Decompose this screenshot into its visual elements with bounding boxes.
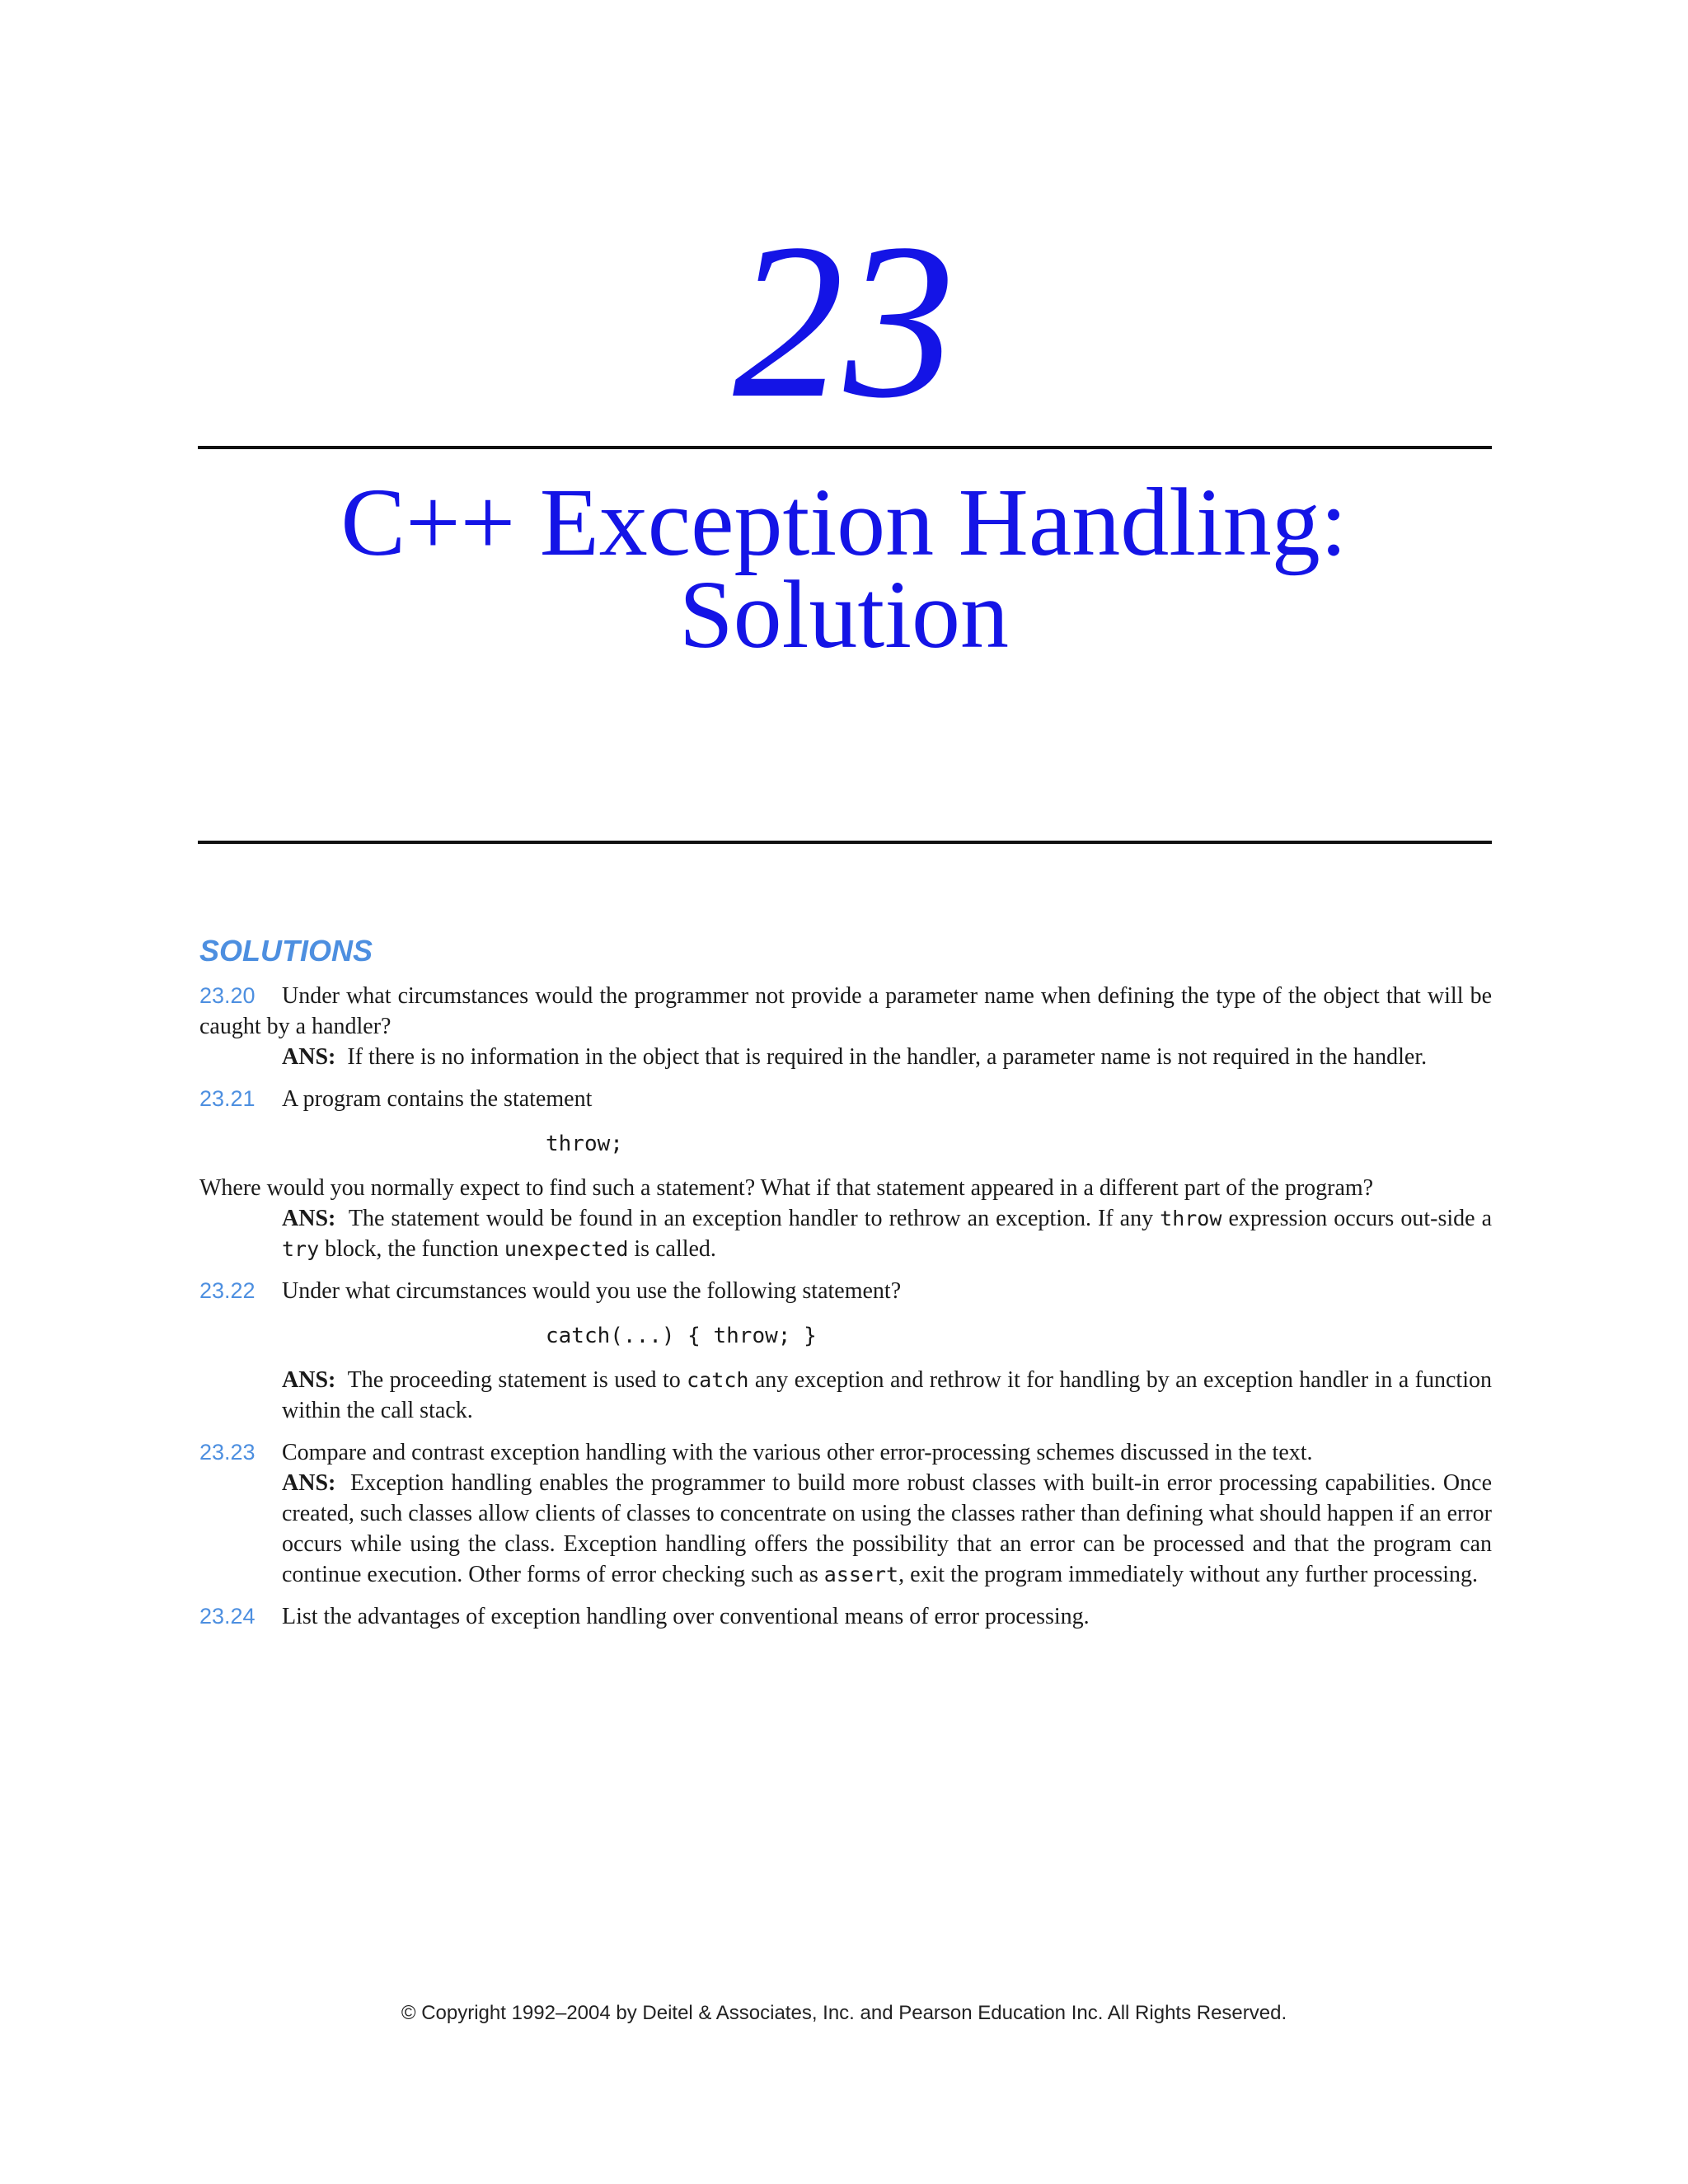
question-23-20	[199, 981, 1492, 1072]
ans-label: ANS:	[282, 1367, 336, 1393]
question-23-24	[199, 1601, 1492, 1632]
answer	[199, 1365, 1492, 1426]
answer	[199, 1203, 1492, 1264]
answer-text: If there is no information in the object that is required in the handler, a parameter name is not required in the handler.	[347, 1044, 1428, 1070]
answer-text: any exception and rethrow it for handling by an exception handler in a function within the call stack.	[282, 1367, 1492, 1423]
question-number: 23.24	[199, 1604, 256, 1629]
answer-text: Exception handling enables the programmer to build more robust classes with built-in error processing capabilities. Once created, such classes allow clients of classes to concentrate on using the classes rather than defining what should happen if an error occurs while using the class. Exception handling offers the possibility that an error can be processed and that the program can continue execution. Other forms of error checking such as	[282, 1470, 1492, 1587]
answer-text: block, the function	[319, 1236, 504, 1262]
answer	[199, 1042, 1492, 1072]
question-23-21	[199, 1084, 1492, 1264]
chapter-title-line2: Solution	[679, 560, 1009, 668]
inline-code-catch: catch	[687, 1368, 749, 1392]
chapter-title	[0, 468, 1688, 668]
bottom-rule	[198, 841, 1492, 844]
top-rule	[198, 446, 1492, 449]
answer	[199, 1468, 1492, 1590]
chapter-number: 23	[733, 198, 955, 444]
answer-text: The proceeding statement is used to	[347, 1367, 687, 1393]
copyright-footer: © Copyright 1992–2004 by Deitel & Associates, Inc. and Pearson Education Inc. All Rights Reserved.	[401, 2002, 1287, 2024]
question-23-23	[199, 1437, 1492, 1590]
question-text: A program contains the statement	[282, 1086, 593, 1112]
question-number: 23.21	[199, 1086, 256, 1111]
question-text: Compare and contrast exception handling with the various other error-processing schemes discussed in the text.	[282, 1440, 1313, 1465]
question-number: 23.23	[199, 1440, 256, 1465]
question-text: Under what circumstances would you use the following statement?	[282, 1278, 902, 1304]
inline-code-throw: throw	[1160, 1207, 1222, 1230]
question-text: Under what circumstances would the programmer not provide a parameter name when defining the type of the object that will be caught by a handler?	[199, 983, 1492, 1039]
code-snippet: throw;	[546, 1132, 623, 1156]
inline-code-assert: assert	[823, 1563, 899, 1586]
answer-text: , exit the program immediately without any further processing.	[898, 1562, 1479, 1587]
section-heading: SOLUTIONS	[199, 934, 373, 968]
followup-text: Where would you normally expect to find such a statement? What if that statement appeared in a different part of the program?	[199, 1175, 1374, 1201]
ans-label: ANS:	[282, 1470, 336, 1496]
inline-code-unexpected: unexpected	[504, 1237, 629, 1261]
code-snippet: catch(...) { throw; }	[546, 1324, 817, 1348]
inline-code-try: try	[282, 1237, 320, 1261]
question-23-22	[199, 1276, 1492, 1426]
answer-text: The statement would be found in an exception handler to rethrow an exception. If any	[348, 1206, 1160, 1231]
question-number: 23.22	[199, 1278, 256, 1303]
answer-text: is called.	[628, 1236, 716, 1262]
question-text: List the advantages of exception handling over conventional means of error processing.	[282, 1604, 1090, 1629]
answer-text: expression occurs out-side a	[1221, 1206, 1493, 1231]
ans-label: ANS:	[282, 1206, 336, 1231]
solutions-content	[199, 981, 1492, 1632]
question-number: 23.20	[199, 983, 256, 1008]
ans-label: ANS:	[282, 1044, 336, 1070]
chapter-title-line1: C++ Exception Handling:	[340, 468, 1348, 576]
